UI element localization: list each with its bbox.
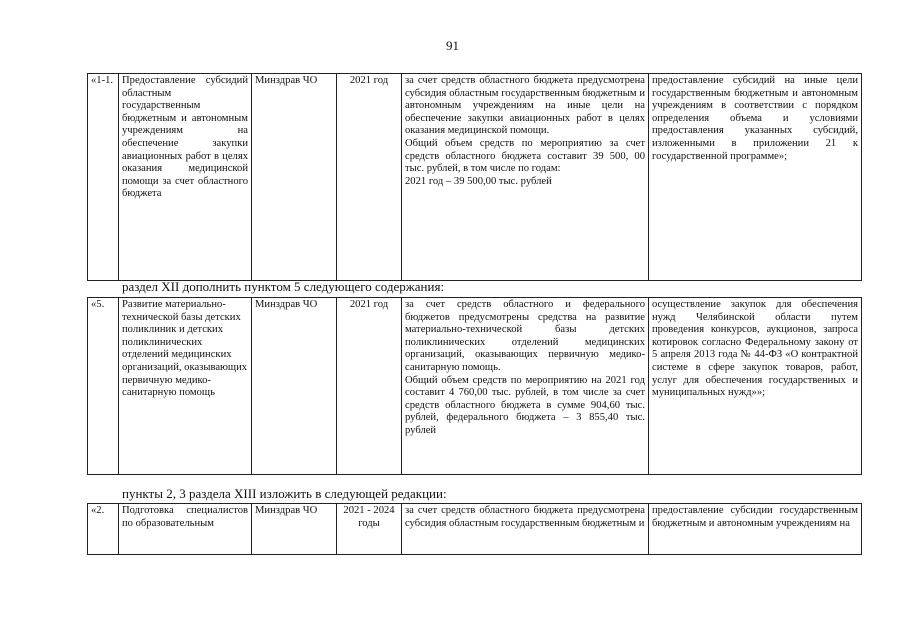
measure-table-1-1	[87, 73, 862, 281]
item-number: «2.	[88, 504, 119, 555]
table-row	[88, 298, 862, 475]
measure-table-5	[87, 297, 862, 475]
measure-name: Развитие материально-технической базы детских поликлиник и детских поликлинических отделений медицинских организаций, оказывающих первичную медико-санитарную помощь	[119, 298, 252, 475]
period: 2021 - 2024 годы	[337, 504, 402, 555]
period: 2021 год	[337, 74, 402, 281]
table-row	[88, 504, 862, 555]
financing-paragraph: за счет средств областного бюджета предусмотрена субсидия областным государственным бюджетным и	[405, 505, 645, 529]
financing-paragraph: Общий объем средств по мероприятию на 2021 год составит 4 760,00 тыс. рублей, в том числе за счет средств областного бюджета в сумме 904,60 тыс. рублей, федерального бюджета – 3 855,40 тыс. рублей	[405, 374, 645, 436]
executor: Минздрав ЧО	[252, 504, 337, 555]
measure-name: Подготовка специалистов по образовательным	[119, 504, 252, 555]
section-heading: пункты 2, 3 раздела XIII изложить в следующей редакции:	[122, 486, 447, 501]
measure-table-2	[87, 503, 862, 555]
expected-result: осуществление закупок для обеспечения нужд Челябинской области путем проведения конкурсов, аукционов, запроса котировок согласно Федеральному закону от 5 апреля 2013 года № 44-ФЗ «О контрактной системе в сфере закупок товаров, работ, услуг для обеспечения государственных и муниципальных нужд»»;	[649, 298, 862, 475]
executor: Минздрав ЧО	[252, 298, 337, 475]
section-heading: раздел XII дополнить пунктом 5 следующего содержания:	[122, 279, 445, 294]
table-row	[88, 74, 862, 281]
financing-paragraph: 2021 год – 39 500,00 тыс. рублей	[405, 175, 552, 187]
item-number: «5.	[88, 298, 119, 475]
expected-result: предоставление субсидий на иные цели государственным бюджетным и автономным учреждениям в соответствии с порядком определения объема и условиями предоставления указанных субсидий, изложенными в приложении 21 к государственной программе»;	[649, 74, 862, 281]
measure-name: Предоставление субсидий областным государственным бюджетным и автономным учреждениям на обеспечение закупки авиационных работ в целях оказания медицинской помощи за счет областного бюджета	[119, 74, 252, 281]
item-number: «1-1.	[88, 74, 119, 281]
executor: Минздрав ЧО	[252, 74, 337, 281]
financing-paragraph: Общий объем средств по мероприятию за счет средств областного бюджета составит 39 500, 00 тыс. рублей, в том числе по годам:	[405, 137, 645, 175]
financing-paragraph: за счет средств областного бюджета предусмотрена субсидия областным государственным бюджетным и автономным учреждениям на иные цели на обеспечение закупки авиационных работ в целях оказания медицинской помощи.	[405, 75, 645, 137]
page-number: 91	[446, 38, 459, 53]
financing-description	[402, 504, 649, 555]
financing-description	[402, 298, 649, 475]
financing-description	[402, 74, 649, 281]
expected-result: предоставление субсидии государственным бюджетным и автономным учреждениям на	[649, 504, 862, 555]
financing-paragraph: за счет средств областного и федерального бюджетов предусмотрены средства на развитие материально-технической базы детских поликлинических отделений медицинских организаций, оказывающих первичную медико-санитарную помощь.	[405, 299, 645, 373]
period: 2021 год	[337, 298, 402, 475]
